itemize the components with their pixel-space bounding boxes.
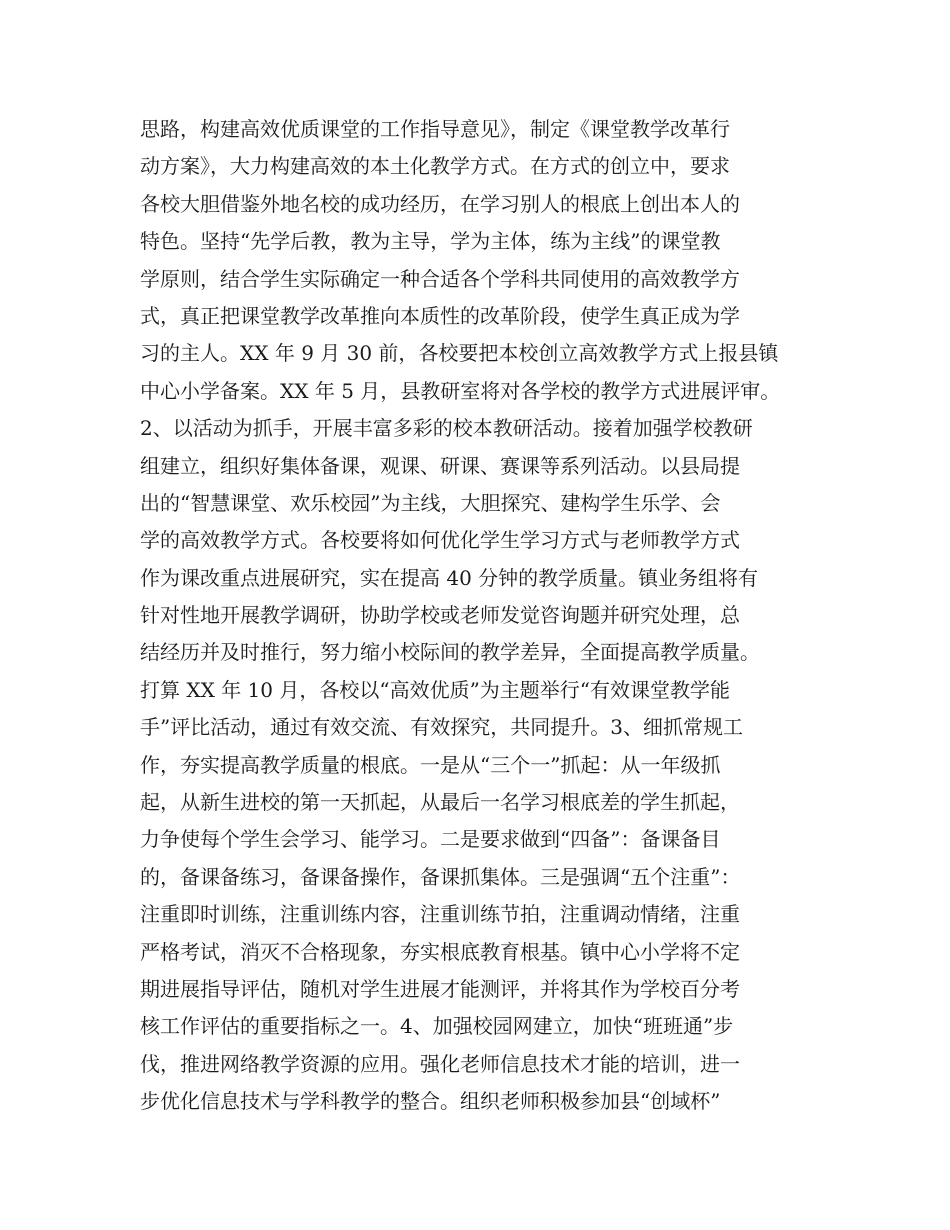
text-line-24: 期进展指导评估，随机对学生进展才能测评，并将其作为学校百分考 [140,976,740,1001]
text-line-8: 中心小学备案。XX 年 5 月，县教研室将对各学校的教学方式进展评审。 [140,378,781,403]
text-line-5: 学原则，结合学生实际确定一种合适各个学科共同使用的高效教学方 [140,266,740,291]
text-line-14: 针对性地开展教学调研，协助学校或老师发觉咨询题并研究处理，总 [140,603,740,628]
text-line-7: 习的主人。XX 年 9 月 30 前，各校要把本校创立高效教学方式上报县镇 [140,341,779,366]
text-line-17: 手”评比活动，通过有效交流、有效探究，共同提升。3、细抓常规工 [140,715,743,740]
text-line-18: 作，夯实提高教学质量的根底。一是从“三个一”抓起：从一年级抓 [140,752,721,777]
text-line-15: 结经历并及时推行，努力缩小校际间的教学差异，全面提高教学质量。 [140,640,760,665]
text-line-21: 的，备课备练习，备课备操作，备课抓集体。三是强调“五个注重”： [140,864,741,889]
text-line-3: 各校大胆借鉴外地名校的成功经历，在学习别人的根底上创出本人的 [140,191,740,216]
text-line-4: 特色。坚持“先学后教，教为主导，学为主体，练为主线”的课堂教 [140,229,721,254]
text-line-13: 作为课改重点进展研究，实在提高 40 分钟的教学质量。镇业务组将有 [140,565,759,590]
text-line-20: 力争使每个学生会学习、能学习。二是要求做到“四备”：备课备目 [140,827,721,852]
text-line-19: 起，从新生进校的第一天抓起，从最后一名学习根底差的学生抓起， [140,790,740,815]
text-line-23: 严格考试，消灭不合格现象，夯实根底教育根基。镇中心小学将不定 [140,939,740,964]
text-line-11: 出的“智慧课堂、欢乐校园”为主线，大胆探究、建构学生乐学、会 [140,490,721,515]
text-line-25: 核工作评估的重要指标之一。4、加强校园网建立，加快“班班通”步 [140,1014,734,1039]
text-line-9: 2、以活动为抓手，开展丰富多彩的校本教研活动。接着加强学校教研 [140,416,753,441]
body-text [140,111,820,1121]
text-line-22: 注重即时训练，注重训练内容，注重训练节拍，注重调动情绪，注重 [140,902,740,927]
text-line-6: 式，真正把课堂教学改革推向本质性的改革阶段，使学生真正成为学 [140,303,740,328]
text-line-1: 思路，构建高效优质课堂的工作指导意见》，制定《课堂教学改革行 [140,117,730,141]
text-line-10: 组建立，组织好集体备课，观课、研课、赛课等系列活动。以县局提 [140,453,740,478]
text-line-2: 动方案》，大力构建高效的本土化教学方式。在方式的创立中，要求 [140,154,730,179]
text-line-26: 伐，推进网络教学资源的应用。强化老师信息技术才能的培训，进一 [140,1051,740,1076]
text-line-12: 学的高效教学方式。各校要将如何优化学生学习方式与老师教学方式 [140,528,740,553]
text-line-27: 步优化信息技术与学科教学的整合。组织老师积极参加县“创域杯” [140,1089,721,1114]
text-line-16: 打算 XX 年 10 月，各校以“高效优质”为主题举行“有效课堂教学能 [140,677,731,702]
